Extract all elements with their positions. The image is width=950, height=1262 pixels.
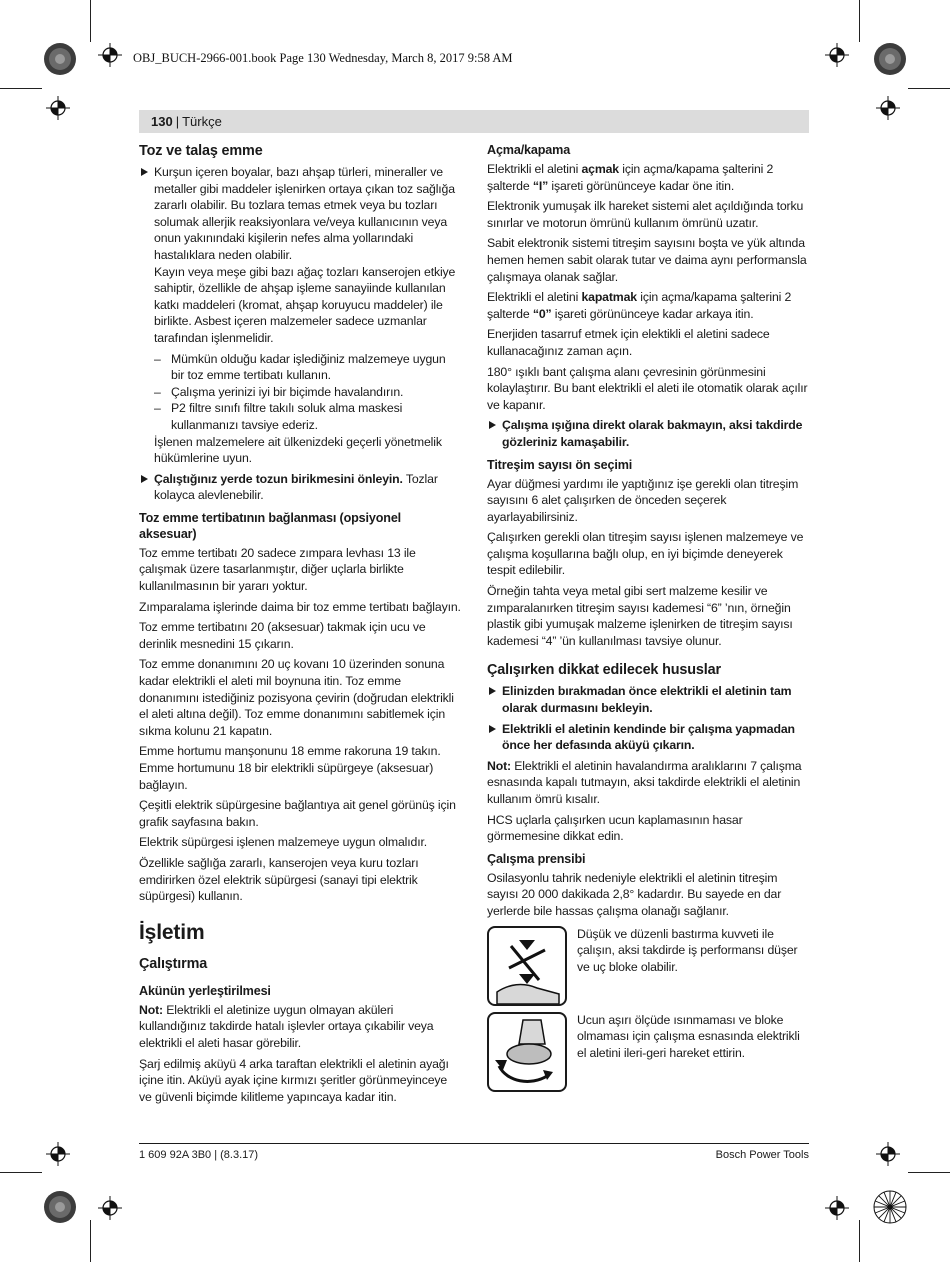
header-separator: | — [175, 114, 180, 129]
paragraph: İşlenen malzemelere ait ülkenizdeki geçerli yönetmelik hükümlerine uyun. — [154, 434, 442, 466]
dash-item: – Mümkün olduğu kadar işlediğiniz malzemeye uygun bir toz emme tertibatı kullanın. — [154, 351, 446, 383]
registration-mark-icon — [876, 1142, 900, 1166]
paragraph: Şarj edilmiş aküyü 4 arka taraftan elektrikli el aletinin ayağı içine itin. Aküyü ayak içine kırmızı şeritler görünmeyinceye ve güvenli biçimde kilitleme yapıncaya kadar itin. — [139, 1056, 449, 1104]
paragraph: Toz emme donanımını 20 uç kovanı 10 üzerinden sonuna kadar elektrikli el aleti mil boynuna itin. Toz emme donanımını istediğiniz pozisyona çevirin (doğrudan elektrikli el aleti altına değil). Toz emme donanımını sabitlemek için sıkma kolunu 21 kapatın. — [139, 657, 454, 738]
paragraph: Enerjiden tasarruf etmek için elektikli el aletini sadece kullanacağınız zaman açın. — [487, 327, 770, 358]
book-info-line: OBJ_BUCH-2966-001.book Page 130 Wednesday, March 8, 2017 9:58 AM — [133, 51, 513, 65]
crop-mark — [908, 88, 950, 89]
page-header-bar — [139, 110, 809, 133]
registration-mark-icon — [825, 1196, 849, 1220]
bullet-arrow-icon — [489, 687, 496, 695]
paragraph: Elektronik yumuşak ilk hareket sistemi alet açıldığında torku sınırlar ve motorun ömrünü kullanım ömrünü uzatır. — [487, 199, 804, 230]
registration-mark-icon — [46, 1142, 70, 1166]
paragraph: HCS uçlarla çalışırken ucun kaplamasının hasar görmemesine dikkat edin. — [487, 812, 743, 844]
paragraph: Özellikle sağlığa zararlı, kanserojen veya kuru tozları emdirirken özel elektrik süpürgesi (sanayi tipi elektrik süpürgesi) kullanın. — [139, 855, 419, 904]
starburst-target-icon — [873, 1190, 907, 1224]
crop-mark — [0, 1172, 42, 1173]
crop-mark — [908, 1172, 950, 1173]
paragraph: Elektrik süpürgesi işlenen malzemeye uygun olmalıdır. — [139, 835, 427, 850]
warning-bullet: Elektrikli el aletinin kendinde bir çalışma yapmadan önce her defasında aküyü çıkarın. — [487, 721, 809, 754]
crop-mark — [90, 0, 91, 42]
section-title-startup: Çalıştırma — [139, 955, 208, 972]
crop-mark — [859, 1220, 860, 1262]
registration-mark-icon — [825, 43, 849, 67]
paragraph: Çalışırken gerekli olan titreşim sayısı işlenen malzemeye ve çalışma koşullarına bağlı olup, en iyi biçimde deneyerek tespit edilebilir. — [487, 530, 804, 578]
registration-mark-icon — [876, 96, 900, 120]
paragraph: Elektrikli el aletini açmak için açma/kapama şalterini 2 şalterde “I” işareti görününceye kadar öne itin. — [487, 162, 774, 193]
chapter-title: İşletim — [139, 920, 205, 944]
tip-row — [487, 1012, 809, 1092]
color-target-icon — [873, 42, 907, 76]
crop-mark — [0, 88, 42, 89]
color-target-icon — [43, 1190, 77, 1224]
paragraph: Kayın veya meşe gibi bazı ağaç tozları kanserojen etkiye sahiptir, özellikle de ahşap işleme sanayiinde kullanılan katkı maddeleri (kromat, ahşap koruyucu maddeler) ile birlikte. Asbest içeren malzemeler sadece uzmanlar tarafından işlenmelidir. — [154, 264, 456, 345]
paragraph: Ayar düğmesi yardımı ile yaptığınız işe gerekli olan titreşim sayısını 6 alet çalışırken de önceden seçerek ayarlayabilirsiniz. — [487, 476, 799, 524]
dash-item: – P2 filtre sınıfı filtre takılı soluk alma maskesi kullanmanızı tavsiye ederiz. — [154, 401, 403, 432]
right-column — [487, 142, 809, 1098]
page-number: 130 — [151, 114, 173, 129]
crop-mark — [859, 0, 860, 42]
paragraph: Elektrikli el aletini kapatmak için açma/kapama şalterini 2 şalterde “0” işareti görününceye kadar arkaya itin. — [487, 290, 792, 321]
bullet-arrow-icon — [489, 421, 496, 429]
footer-doc-number: 1 609 92A 3B0 | (8.3.17) — [139, 1149, 259, 1161]
paragraph: Çeşitli elektrik süpürgesine bağlantıya ait genel görünüş için grafik sayfasına bakın. — [139, 798, 456, 829]
bullet-arrow-icon — [489, 725, 496, 733]
registration-mark-icon — [98, 1196, 122, 1220]
paragraph: Not: Elektrikli el aletinize uygun olmayan aküleri kullandığınız takdirde hatalı işlevler ortaya çıkabilir veya elektrikli el aleti hasar görebilir. — [139, 1002, 434, 1050]
footer-rule — [139, 1143, 809, 1144]
paragraph: Not: Elektrikli el aletinin havalandırma aralıklarını 7 çalışma esnasında kapalı tutmayın, aksi takdirde elektrikli el aletinin kullanım ömrü kısalır. — [487, 758, 802, 806]
section-title-principle: Çalışma prensibi — [487, 851, 586, 866]
warning-bullet: Çalıştığınız yerde tozun birikmesini önleyin. Tozlar kolayca alevlenebilir. — [139, 471, 461, 504]
pressure-tip-icon — [487, 926, 567, 1006]
move-back-forth-icon — [487, 1012, 567, 1092]
section-title-battery: Akünün yerleştirilmesi — [139, 983, 271, 998]
paragraph: Düşük ve düzenli bastırma kuvveti ile çalışın, aksi takdirde iş performansı düşer ve uç bloke olabilir. — [577, 926, 798, 974]
paragraph: Kurşun içeren boyalar, bazı ahşap türleri, mineraller ve metaller gibi maddeler işlenirken ortaya çıkan toz sağlığa zararlı olabilir. Bu tozlara temas etmek veya bu tozları solumak allerjik reaksiyonlara ve/veya kullanıcının veya onun yakınındaki kişilerin nefes alma yollarındaki hastalıklara neden olabilir. — [154, 165, 455, 262]
section-title-onoff: Açma/kapama — [487, 143, 571, 157]
paragraph: Örneğin tahta veya metal gibi sert malzeme kesilir ve zımparalanırken titreşim sayısı kademesi “6” ’nın, örneğin plastik gibi yumuşak malzeme işlenirken de titreşim sayısı kademesi “4” ’ün kullanılması tavsiye olunur. — [487, 584, 793, 648]
section-title-connect: Toz emme tertibatının bağlanması (opsiyonel aksesuar) — [139, 510, 402, 541]
section-title-care: Çalışırken dikkat edilecek hususlar — [487, 662, 721, 679]
registration-mark-icon — [46, 96, 70, 120]
registration-mark-icon — [98, 43, 122, 67]
color-target-icon — [43, 42, 77, 76]
paragraph: Sabit elektronik sistemi titreşim sayısını boşta ve yük altında hemen hemen sabit olarak tutar ve daima aynı performansla çalışmaya olanak sağlar. — [487, 236, 807, 284]
warning-bullet — [139, 164, 461, 347]
left-column — [139, 142, 461, 1109]
language-label: Türkçe — [182, 114, 222, 129]
paragraph: Toz emme tertibatını 20 (aksesuar) takmak için ucu ve derinlik mesnedini 15 çıkarın. — [139, 620, 426, 651]
crop-mark — [90, 1220, 91, 1262]
tip-row — [487, 926, 809, 1006]
paragraph: Osilasyonlu tahrik nedeniyle elektrikli el aletinin titreşim sayısı 20 000 dakikada 2,8° kadardır. Bu sayede en dar yerlerde bile hassas çalışma olanağı sağlanır. — [487, 870, 782, 918]
paragraph: Ucun aşırı ölçüde ısınmaması ve bloke olmaması için çalışma esnasında elektrikli el aletini ileri-geri hareket ettirin. — [577, 1012, 800, 1060]
paragraph: 180° ışıklı bant çalışma alanı çevresinin görünmesini kolaylaştırır. Bu bant elektrikli el aleti ile otomatik olarak açılır ve kapanır. — [487, 364, 808, 412]
dash-item: – Çalışma yerinizi iyi bir biçimde havalandırın. — [154, 384, 404, 399]
paragraph: Zımparalama işlerinde daima bir toz emme tertibatı bağlayın. — [139, 599, 461, 614]
paragraph: Toz emme tertibatı 20 sadece zımpara levhası 13 ile çalışmak üzere tasarlanmıştır, diğer uçlarla birlikte kullanılmasının bir yararı yoktur. — [139, 545, 416, 594]
section-title-dust: Toz ve talaş emme — [139, 143, 263, 159]
section-title-vibration: Titreşim sayısı ön seçimi — [487, 457, 633, 472]
footer-brand: Bosch Power Tools — [715, 1149, 809, 1161]
bullet-arrow-icon — [141, 475, 148, 483]
bullet-arrow-icon — [141, 168, 148, 176]
warning-bullet: Çalışma ışığına direkt olarak bakmayın, aksi takdirde gözleriniz kamaşabilir. — [487, 417, 809, 450]
warning-bullet: Elinizden bırakmadan önce elektrikli el aletinin tam olarak durmasını bekleyin. — [487, 683, 809, 716]
paragraph: Emme hortumu manşonunu 18 emme rakoruna 19 takın. Emme hortumunu 18 bir elektrikli süpürgeye (aksesuar) bağlayın. — [139, 744, 441, 792]
